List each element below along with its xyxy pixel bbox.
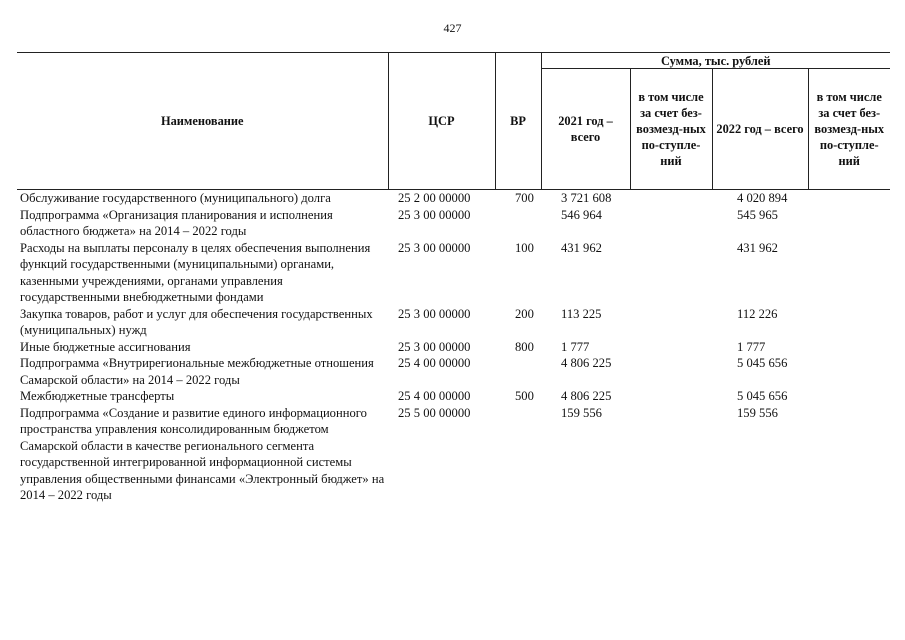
row-csr: 25 3 00 00000 <box>398 306 471 321</box>
table-row <box>17 405 890 504</box>
row-2022-gratuitous <box>808 405 890 504</box>
row-name: Подпрограмма «Организация планирования и исполнения областного бюджета» на 2014 – 2022 годы <box>20 207 333 238</box>
table-row <box>17 190 890 207</box>
table-row <box>17 355 890 388</box>
row-2021-gratuitous <box>630 388 712 405</box>
row-2022-gratuitous <box>808 190 890 207</box>
row-2022-gratuitous <box>808 355 890 388</box>
row-2022-gratuitous <box>808 339 890 356</box>
row-2021-gratuitous <box>630 240 712 306</box>
row-2022-total: 4 020 894 <box>737 191 788 205</box>
table-row <box>17 339 890 356</box>
row-2021-total: 546 964 <box>561 207 602 222</box>
row-vr <box>495 355 541 388</box>
row-2021-gratuitous <box>630 405 712 504</box>
row-2021-total: 1 777 <box>561 339 590 354</box>
header-sum-group: Сумма, тыс. рублей <box>541 53 890 69</box>
row-2022-total: 5 045 656 <box>737 389 788 403</box>
row-2021-gratuitous <box>630 355 712 388</box>
row-2022-gratuitous <box>808 207 890 240</box>
row-vr: 500 <box>515 389 534 403</box>
row-2022-gratuitous <box>808 306 890 339</box>
header-2021-gratuitous: в том числе за счет без-возмезд-ных по-ступле-ний <box>630 69 712 190</box>
row-2022-total: 112 226 <box>737 306 778 321</box>
row-csr: 25 3 00 00000 <box>398 240 471 255</box>
row-name: Иные бюджетные ассигнования <box>20 339 191 354</box>
header-2022-total: 2022 год – всего <box>712 69 808 190</box>
row-2021-total: 113 225 <box>561 306 602 321</box>
row-vr: 700 <box>515 191 534 205</box>
row-2022-total: 159 556 <box>737 405 778 420</box>
row-2022-total: 431 962 <box>737 240 778 255</box>
row-2022-total: 545 965 <box>737 207 778 222</box>
row-name: Закупка товаров, работ и услуг для обеспечения государственных (муниципальных) нужд <box>20 306 373 337</box>
table-row <box>17 240 890 306</box>
row-csr: 25 2 00 00000 <box>398 191 471 205</box>
budget-table <box>17 52 890 504</box>
table-row <box>17 207 890 240</box>
header-vr: ВР <box>495 53 541 190</box>
row-name: Подпрограмма «Внутрирегиональные межбюджетные отношения Самарской области» на 2014 – 2022 годы <box>20 356 374 387</box>
row-2022-gratuitous <box>808 240 890 306</box>
row-2022-total: 1 777 <box>737 339 766 354</box>
page-number: 427 <box>443 21 462 35</box>
row-name: Подпрограмма «Создание и развитие единого информационного пространства управления консолидированным бюджетом Самарской области в качестве регионального сегмента государственной интегрированной информационной системы управления общественными финансами «Электронный бюджет» на 2014 – 2022 годы <box>20 405 385 502</box>
row-2021-total: 431 962 <box>561 240 602 255</box>
row-csr: 25 5 00 00000 <box>398 405 471 420</box>
header-name: Наименование <box>17 53 388 190</box>
row-2021-gratuitous <box>630 306 712 339</box>
table-row <box>17 388 890 405</box>
row-2021-total: 4 806 225 <box>561 356 612 370</box>
row-csr: 25 4 00 00000 <box>398 356 471 370</box>
header-2021-total: 2021 год – всего <box>541 69 630 190</box>
row-2022-gratuitous <box>808 388 890 405</box>
header-csr: ЦСР <box>388 53 495 190</box>
row-name: Расходы на выплаты персоналу в целях обеспечения выполнения функций государственными (муниципальными) органами, казенными учреждениями, органами управления государственными внебюджетными фондами <box>20 240 371 304</box>
row-vr: 100 <box>515 240 534 255</box>
row-vr <box>495 207 541 240</box>
row-name: Межбюджетные трансферты <box>20 389 175 403</box>
row-vr: 200 <box>515 306 534 321</box>
row-csr: 25 3 00 00000 <box>398 207 471 222</box>
row-2022-total: 5 045 656 <box>737 356 788 370</box>
row-csr: 25 4 00 00000 <box>398 389 471 403</box>
table-header <box>17 53 890 190</box>
header-2022-gratuitous: в том числе за счет без-возмезд-ных по-ступле-ний <box>808 69 890 190</box>
row-2021-total: 3 721 608 <box>561 191 612 205</box>
row-2021-total: 159 556 <box>561 405 602 420</box>
row-2021-total: 4 806 225 <box>561 389 612 403</box>
table-row <box>17 306 890 339</box>
row-2021-gratuitous <box>630 207 712 240</box>
row-csr: 25 3 00 00000 <box>398 339 471 354</box>
row-vr: 800 <box>515 339 534 354</box>
row-vr <box>495 405 541 504</box>
row-2021-gratuitous <box>630 339 712 356</box>
row-name: Обслуживание государственного (муниципального) долга <box>20 191 331 205</box>
row-2021-gratuitous <box>630 190 712 207</box>
